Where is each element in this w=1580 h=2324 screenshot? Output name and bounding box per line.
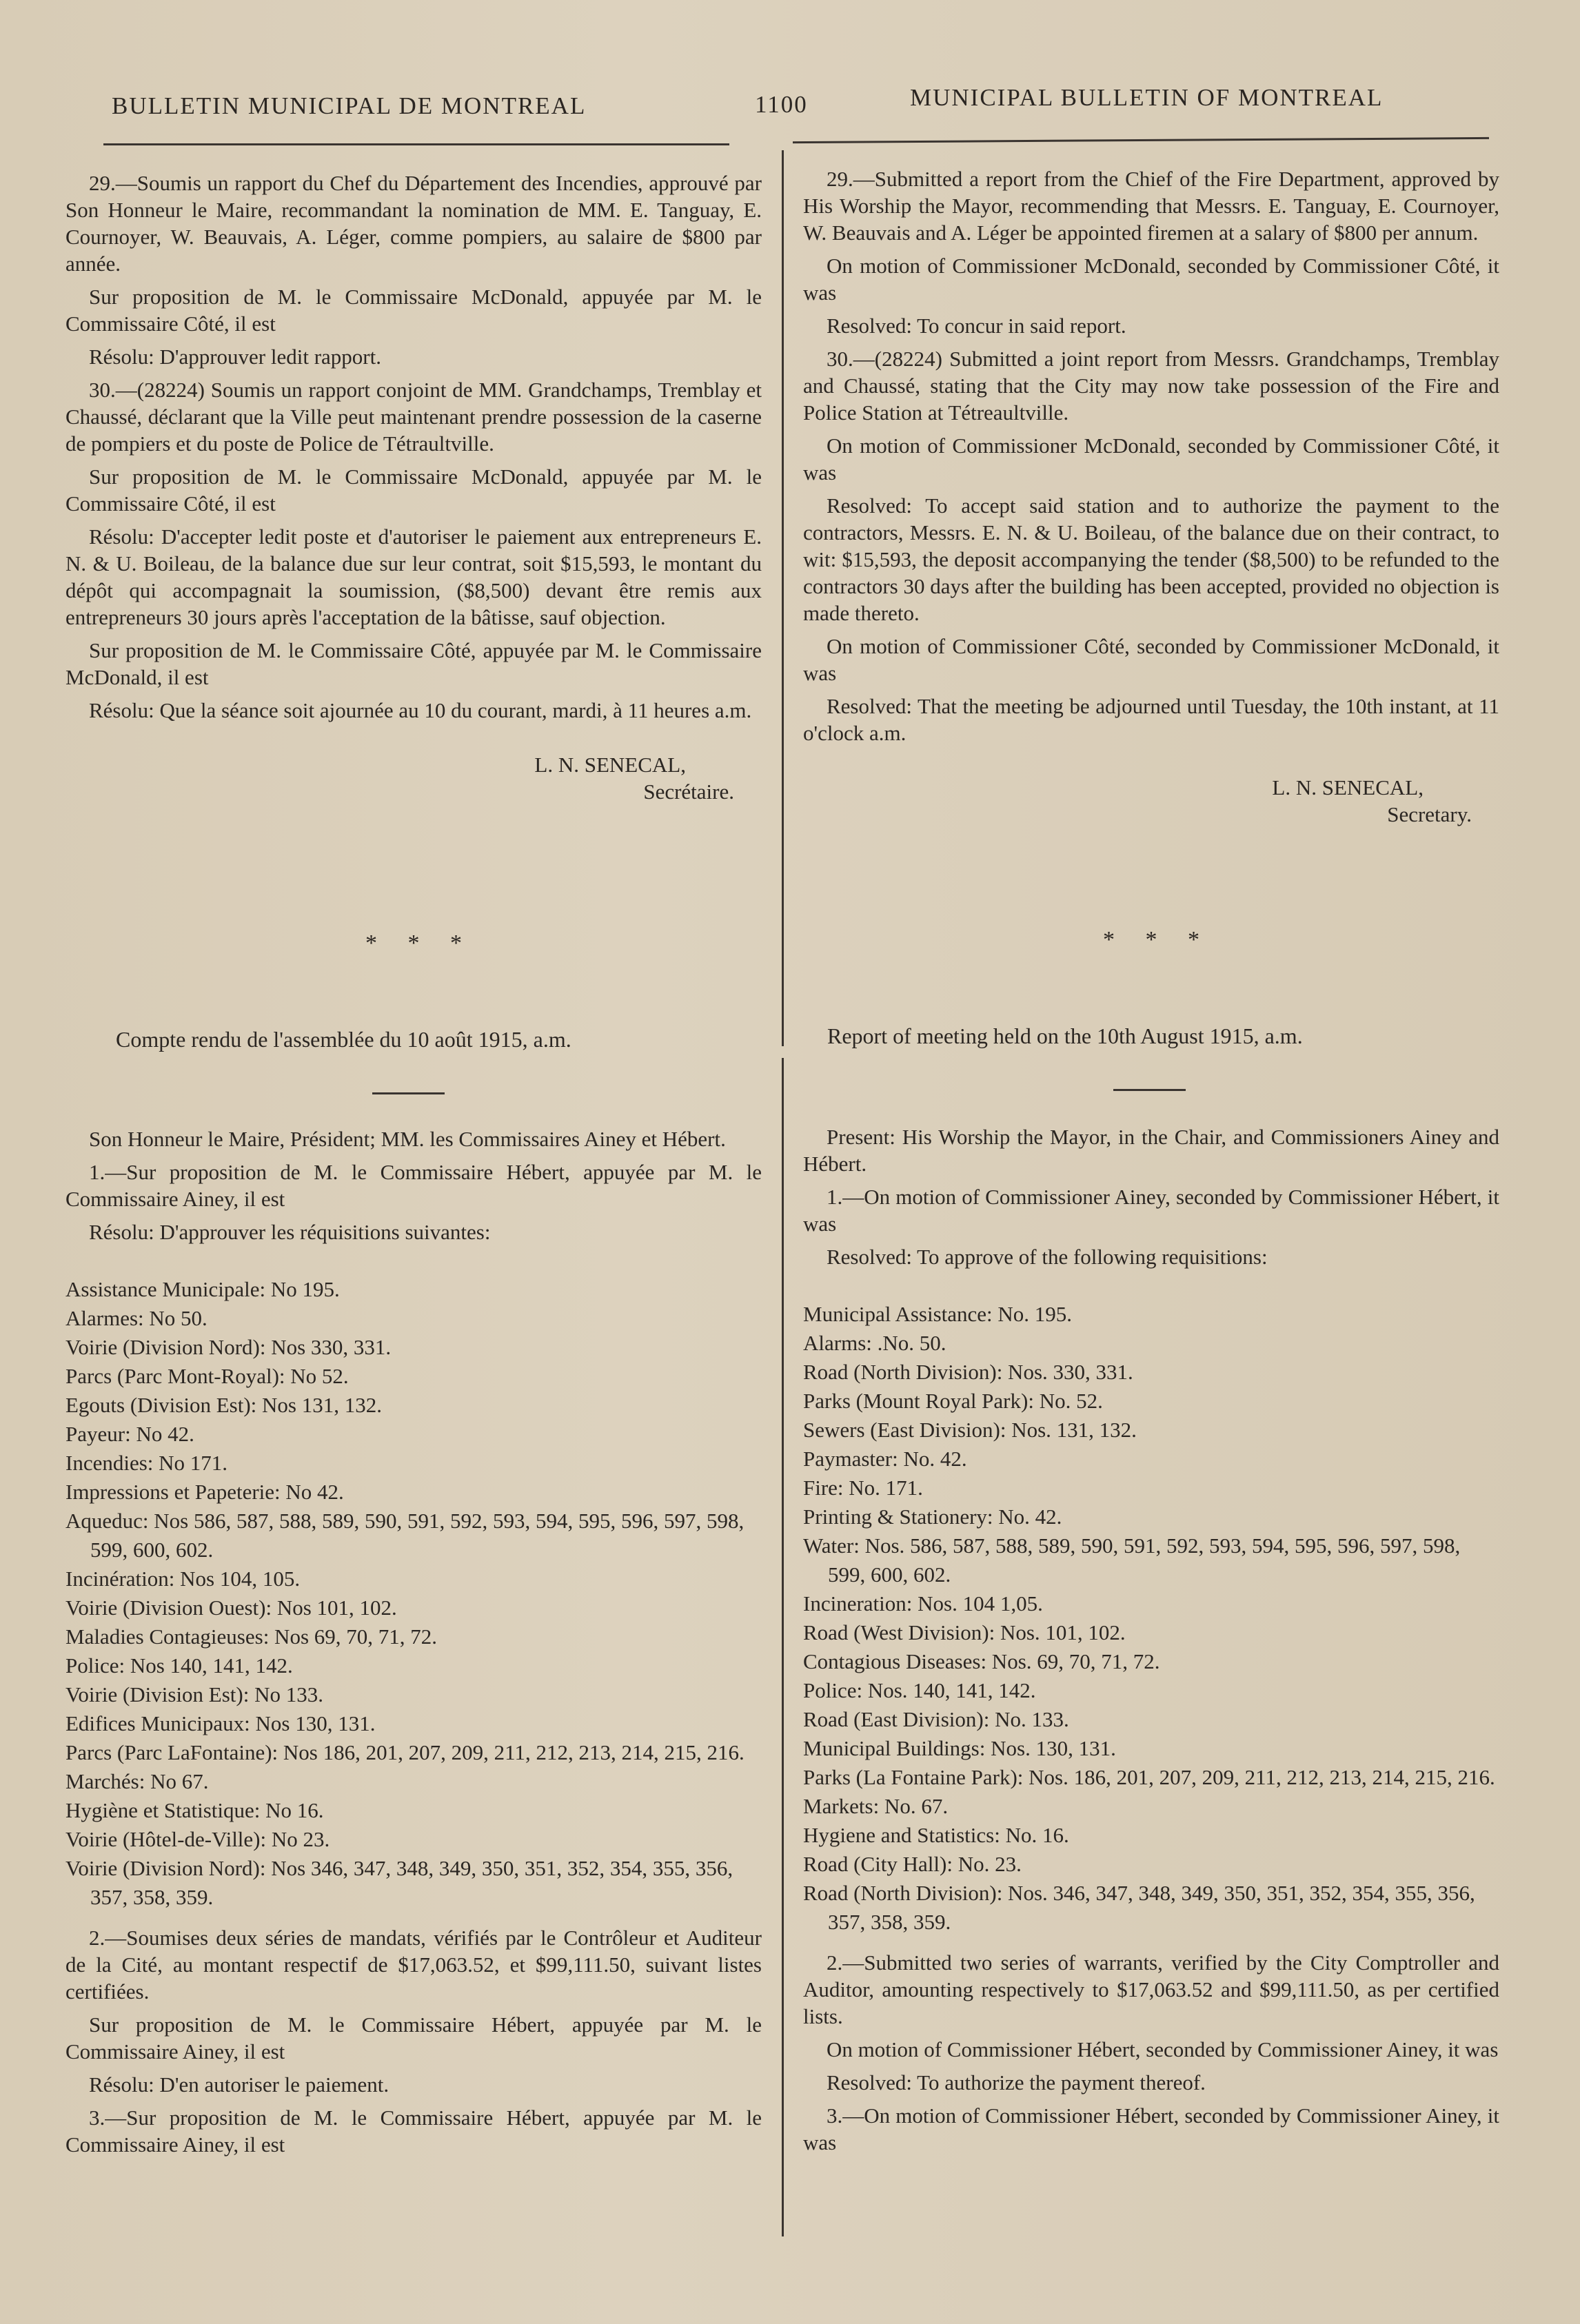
fr-title-rule [372, 1092, 445, 1094]
fr-requisition-item: Voirie (Division Nord): Nos 330, 331. [65, 1335, 392, 1359]
fr-requisition-item: Voirie (Division Est): No 133. [65, 1682, 323, 1706]
en-requisition-item: Paymaster: No. 42. [803, 1447, 967, 1471]
en-motion-30: On motion of Commissioner McDonald, seconded by Commissioner Côté, it was [803, 434, 1499, 485]
fr-motion-29: Sur proposition de M. le Commissaire McDonald, appuyée par M. le Commissaire Côté, il est [65, 285, 762, 336]
en-stars: * * * [1103, 927, 1212, 952]
en-requisition-item: Fire: No. 171. [803, 1476, 923, 1500]
en-signature-title: Secretary. [1387, 802, 1472, 826]
en-requisition-item: Markets: No. 67. [803, 1794, 949, 1818]
fr-requisition-item: Alarmes: No 50. [65, 1306, 207, 1330]
en-requisition-item: Water: Nos. 586, 587, 588, 589, 590, 591, 592, 593, 594, 595, 596, 597, 598, 599, 600, 602. [803, 1533, 1461, 1587]
french-column-top [65, 170, 762, 805]
fr-requisition-list [65, 1275, 762, 1912]
fr-requisition-item: Parcs (Parc LaFontaine): Nos 186, 201, 207, 209, 211, 212, 213, 214, 215, 216. [65, 1740, 745, 1764]
header-title-french: BULLETIN MUNICIPAL DE MONTREAL [112, 92, 587, 119]
en-requisition-item: Parks (La Fontaine Park): Nos. 186, 201, 207, 209, 211, 212, 213, 214, 215, 216. [803, 1765, 1495, 1789]
fr-requisition-item: Hygiène et Statistique: No 16. [65, 1798, 324, 1822]
fr-signature-title: Secrétaire. [643, 779, 734, 804]
en-requisition-item: Parks (Mount Royal Park): No. 52. [803, 1389, 1103, 1413]
en-motion-29: On motion of Commissioner McDonald, seconded by Commissioner Côté, it was [803, 254, 1499, 305]
fr-requisition-item: Impressions et Papeterie: No 42. [65, 1480, 344, 1504]
fr-stars: * * * [365, 930, 474, 956]
fr-resolved-1: Résolu: D'approuver les réquisitions suivantes: [89, 1220, 491, 1244]
fr-signature [65, 751, 762, 805]
en-requisition-item: Printing & Stationery: No. 42. [803, 1505, 1062, 1529]
fr-requisition-item: Voirie (Division Ouest): Nos 101, 102. [65, 1596, 397, 1620]
fr-item-2: 2.—Soumises deux séries de mandats, vérifiés par le Contrôleur et Auditeur de la Cité, au montant respectif de $17,063.52, et $99,111.50, suivant listes certifiées. [65, 1926, 762, 2004]
en-requisition-item: Road (West Division): Nos. 101, 102. [803, 1620, 1126, 1644]
fr-requisition-item: Aqueduc: Nos 586, 587, 588, 589, 590, 591, 592, 593, 594, 595, 596, 597, 598, 599, 600, 602. [65, 1509, 745, 1562]
en-signature-name: L. N. SENECAL, [1272, 775, 1424, 799]
fr-item-3: 3.—Sur proposition de M. le Commissaire Hébert, appuyée par M. le Commissaire Ainey, il est [65, 2106, 762, 2157]
en-item-30: 30.—(28224) Submitted a joint report from Messrs. Grandchamps, Tremblay and Chaussé, stating that the City may now take possession of the Fire and Police Station at Tétreaultville. [803, 347, 1499, 425]
en-item-3: 3.—On motion of Commissioner Hébert, seconded by Commissioner Ainey, it was [803, 2103, 1499, 2154]
column-divider-bottom [782, 1058, 784, 2236]
fr-present: Son Honneur le Maire, Président; MM. les Commissaires Ainey et Hébert. [89, 1127, 726, 1151]
column-divider-top [782, 150, 784, 1046]
fr-item-30: 30.—(28224) Soumis un rapport conjoint de MM. Grandchamps, Tremblay et Chaussé, déclarant que la Ville peut maintenant prendre possession de la caserne de pompiers et du poste de Police de Tétraultville. [65, 378, 762, 456]
fr-requisition-item: Payeur: No 42. [65, 1422, 194, 1446]
header-title-english: MUNICIPAL BULLETIN OF MONTREAL [910, 84, 1384, 111]
en-item-2: 2.—Submitted two series of warrants, verified by the City Comptroller and Auditor, amounting respectively to $17,063.52 and $99,111.50, as per certified lists. [803, 1950, 1499, 2028]
en-requisition-item: Hygiene and Statistics: No. 16. [803, 1823, 1069, 1847]
fr-requisition-item: Egouts (Division Est): Nos 131, 132. [65, 1393, 382, 1417]
fr-motion-2: Sur proposition de M. le Commissaire Hébert, appuyée par M. le Commissaire Ainey, il est [65, 2012, 762, 2063]
fr-requisition-item: Maladies Contagieuses: Nos 69, 70, 71, 72. [65, 1624, 438, 1649]
en-present: Present: His Worship the Mayor, in the Chair, and Commissioners Ainey and Hébert. [803, 1125, 1499, 1176]
en-requisition-item: Incineration: Nos. 104 1,05. [803, 1591, 1043, 1615]
en-requisition-item: Municipal Assistance: No. 195. [803, 1302, 1073, 1326]
en-requisition-item: Road (East Division): No. 133. [803, 1707, 1069, 1731]
header-rule-left [103, 143, 729, 145]
fr-resolved-29: Résolu: D'approuver ledit rapport. [89, 345, 381, 369]
fr-resolved-30: Résolu: D'accepter ledit poste et d'autoriser le paiement aux entrepreneurs E. N. & U. Boileau, de la balance due sur leur contrat, soit $15,593, le montant du dépôt qui accompagnait la soumission, ($8,500) devant être remis aux entrepreneurs 30 jours après l'acceptation de la bâtisse, sauf objection. [65, 524, 762, 629]
en-signature [803, 774, 1499, 828]
en-report-title: Report of meeting held on the 10th August 1915, a.m. [827, 1023, 1303, 1048]
fr-requisition-item: Edifices Municipaux: Nos 130, 131. [65, 1711, 376, 1735]
en-requisition-item: Contagious Diseases: Nos. 69, 70, 71, 72. [803, 1649, 1160, 1673]
header-rule-right [793, 137, 1489, 143]
fr-motion-30: Sur proposition de M. le Commissaire McDonald, appuyée par M. le Commissaire Côté, il est [65, 465, 762, 516]
en-motion-1: 1.—On motion of Commissioner Ainey, seconded by Commissioner Hébert, it was [803, 1185, 1499, 1236]
en-requisition-item: Police: Nos. 140, 141, 142. [803, 1678, 1036, 1702]
fr-requisition-item: Marchés: No 67. [65, 1769, 209, 1793]
page-header [103, 84, 1477, 125]
fr-report-title: Compte rendu de l'assemblée du 10 août 1915, a.m. [116, 1027, 571, 1052]
en-resolved-30: Resolved: To accept said station and to authorize the payment to the contractors, Messrs. E. N. & U. Boileau, of the balance due on their contract, to wit: $15,593, the deposit accompanying the tender ($8,500) to be refunded to the contractors 30 days after the building has been accepted, provided no objection is made thereto. [803, 493, 1499, 625]
fr-resolved-adjourn: Résolu: Que la séance soit ajournée au 10 du courant, mardi, à 11 heures a.m. [89, 698, 752, 722]
fr-requisition-item: Voirie (Division Nord): Nos 346, 347, 348, 349, 350, 351, 352, 354, 355, 356, 357, 358, 359. [65, 1856, 733, 1909]
en-resolved-adjourn: Resolved: That the meeting be adjourned until Tuesday, the 10th instant, at 11 o'clock a.m. [803, 694, 1499, 745]
page-number: 1100 [755, 91, 808, 118]
en-resolved-1: Resolved: To approve of the following requisitions: [827, 1245, 1268, 1269]
fr-item-29: 29.—Soumis un rapport du Chef du Département des Incendies, approuvé par Son Honneur le Maire, recommandant la nomination de MM. E. Tanguay, E. Cournoyer, W. Beauvais, A. Léger, comme pompiers, au salaire de $800 par année. [65, 171, 762, 276]
en-resolved-29: Resolved: To concur in said report. [827, 314, 1126, 338]
fr-requisition-item: Incendies: No 171. [65, 1451, 228, 1475]
fr-signature-name: L. N. SENECAL, [534, 753, 686, 777]
english-column-top [803, 165, 1499, 828]
en-requisition-item: Alarms: .No. 50. [803, 1331, 946, 1355]
fr-requisition-item: Parcs (Parc Mont-Royal): No 52. [65, 1364, 349, 1388]
fr-motion-1: 1.—Sur proposition de M. le Commissaire Hébert, appuyée par M. le Commissaire Ainey, il est [65, 1160, 762, 1211]
en-motion-adjourn: On motion of Commissioner Côté, seconded by Commissioner McDonald, it was [803, 634, 1499, 685]
en-requisition-item: Road (City Hall): No. 23. [803, 1852, 1022, 1876]
fr-requisition-item: Voirie (Hôtel-de-Ville): No 23. [65, 1827, 330, 1851]
en-requisition-list [803, 1300, 1499, 1937]
en-requisition-item: Municipal Buildings: Nos. 130, 131. [803, 1736, 1116, 1760]
en-motion-2: On motion of Commissioner Hébert, seconded by Commissioner Ainey, it was [827, 2037, 1499, 2061]
french-column-bottom [65, 1125, 762, 2164]
en-item-29: 29.—Submitted a report from the Chief of the Fire Department, approved by His Worship the Mayor, recommending that Messrs. E. Tanguay, E. Cournoyer, W. Beauvais and A. Léger be appointed firemen at a salary of $800 per annum. [803, 167, 1499, 245]
en-requisition-item: Road (North Division): Nos. 346, 347, 348, 349, 350, 351, 352, 354, 355, 356, 357, 358, 359. [803, 1881, 1475, 1934]
en-resolved-2: Resolved: To authorize the payment thereof. [827, 2070, 1206, 2094]
fr-requisition-item: Assistance Municipale: No 195. [65, 1277, 340, 1301]
en-requisition-item: Road (North Division): Nos. 330, 331. [803, 1360, 1133, 1384]
fr-resolved-2: Résolu: D'en autoriser le paiement. [89, 2072, 389, 2097]
en-title-rule [1113, 1089, 1186, 1091]
fr-motion-adjourn: Sur proposition de M. le Commissaire Côté, appuyée par M. le Commissaire McDonald, il est [65, 638, 762, 689]
fr-requisition-item: Incinération: Nos 104, 105. [65, 1567, 301, 1591]
fr-requisition-item: Police: Nos 140, 141, 142. [65, 1653, 293, 1678]
en-requisition-item: Sewers (East Division): Nos. 131, 132. [803, 1418, 1137, 1442]
english-column-bottom [803, 1123, 1499, 2162]
